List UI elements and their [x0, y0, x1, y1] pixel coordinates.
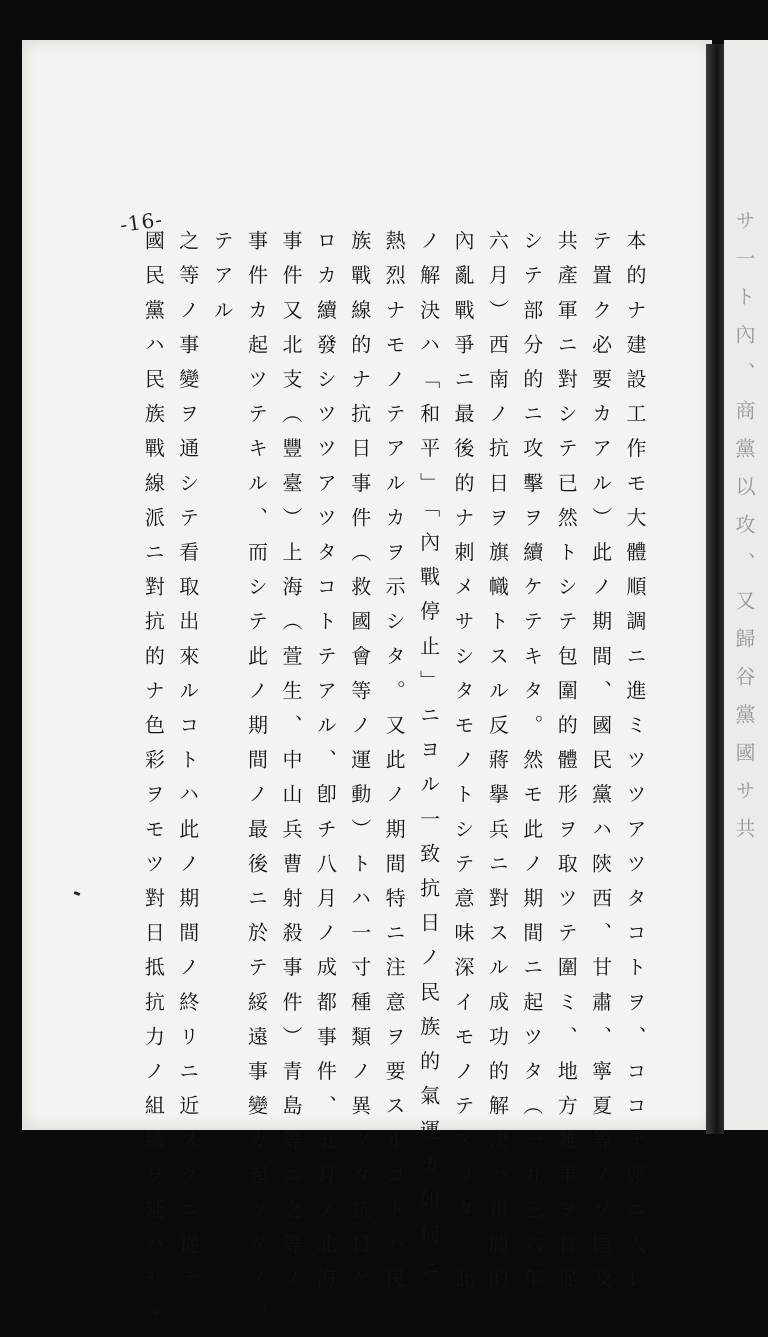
- text-column: 事件カ起ツテキル、而シテ此ノ期間ノ最後ニ於テ綏遠事變カ起ツタノ、: [244, 230, 269, 1337]
- text-column: 之等ノ事變ヲ通シテ看取出來ルコトハ此ノ期間ノ終リニ近スクニ從テ: [175, 230, 200, 1303]
- text-column: ノ解決ハ「和平」「內戰停止」ニヨル一致抗日ノ民族的氣運カ如何ニ: [416, 230, 441, 1293]
- text-column: 國民黨ハ民族戰線派ニ對抗的ナ色彩ヲモツ對日抵抗力ノ組織ヲ延ハサ・: [141, 230, 166, 1337]
- facing-page-edge: [724, 40, 768, 1130]
- page-number: -16-: [118, 207, 165, 237]
- text-column: 共產軍ニ對シテ已然トシテ包圍的體形ヲ取ツテ圍ミ、地方雑軍ヲ督促: [554, 230, 579, 1303]
- text-column: シテ部分的ニ攻擊ヲ續ケテキタ。然モ此ノ期間ニ起ツタ（一九三六年: [519, 230, 544, 1303]
- text-column: 族戰線的ナ抗日事件（救國會等ノ運動）トハ一寸種類ノ異ツタ抗日ゲ: [347, 230, 372, 1303]
- text-column: 事件又北支（豐臺）上海（萱生、中山兵曹射殺事件）青島等ニ之等ノ: [278, 230, 303, 1303]
- text-column: テアル: [210, 230, 235, 334]
- book-page: [22, 40, 712, 1337]
- vertical-text-block: [136, 230, 652, 1337]
- text-column: 熱烈ナモノテアルカヲ示シタ。又此ノ期間特ニ注意ヲ要スルコトハ民: [382, 230, 407, 1303]
- facing-page-bleed-text: サ一ト內、商黨以攻、又歸谷黨國サ共: [732, 210, 756, 856]
- book-spine-shadow: [706, 44, 724, 1134]
- text-column: 六月）西南ノ抗日ヲ旗幟トスル反蔣擧兵ニ對スル成功的解決ハ軍閥的: [485, 230, 510, 1303]
- text-column: ロカ續發シツツアツタコトテアル、卽チ八月ノ成都事件、五月ノ北海: [313, 230, 338, 1303]
- text-column: テ置ク必要カアル）此ノ期間、國民黨ハ陝西、甘肅、寧夏等ノソ區及: [588, 230, 613, 1303]
- text-column: 本的ナ建設工作モ大體順調ニ進ミツツアツタコトヲ、ココテ頭ニ入レ: [623, 230, 647, 1303]
- text-column: 內亂戰爭ニ最後的ナ刺メサシタモノトシテ意味深イモノテアツタ。此: [450, 230, 475, 1303]
- ink-mark: [74, 891, 81, 896]
